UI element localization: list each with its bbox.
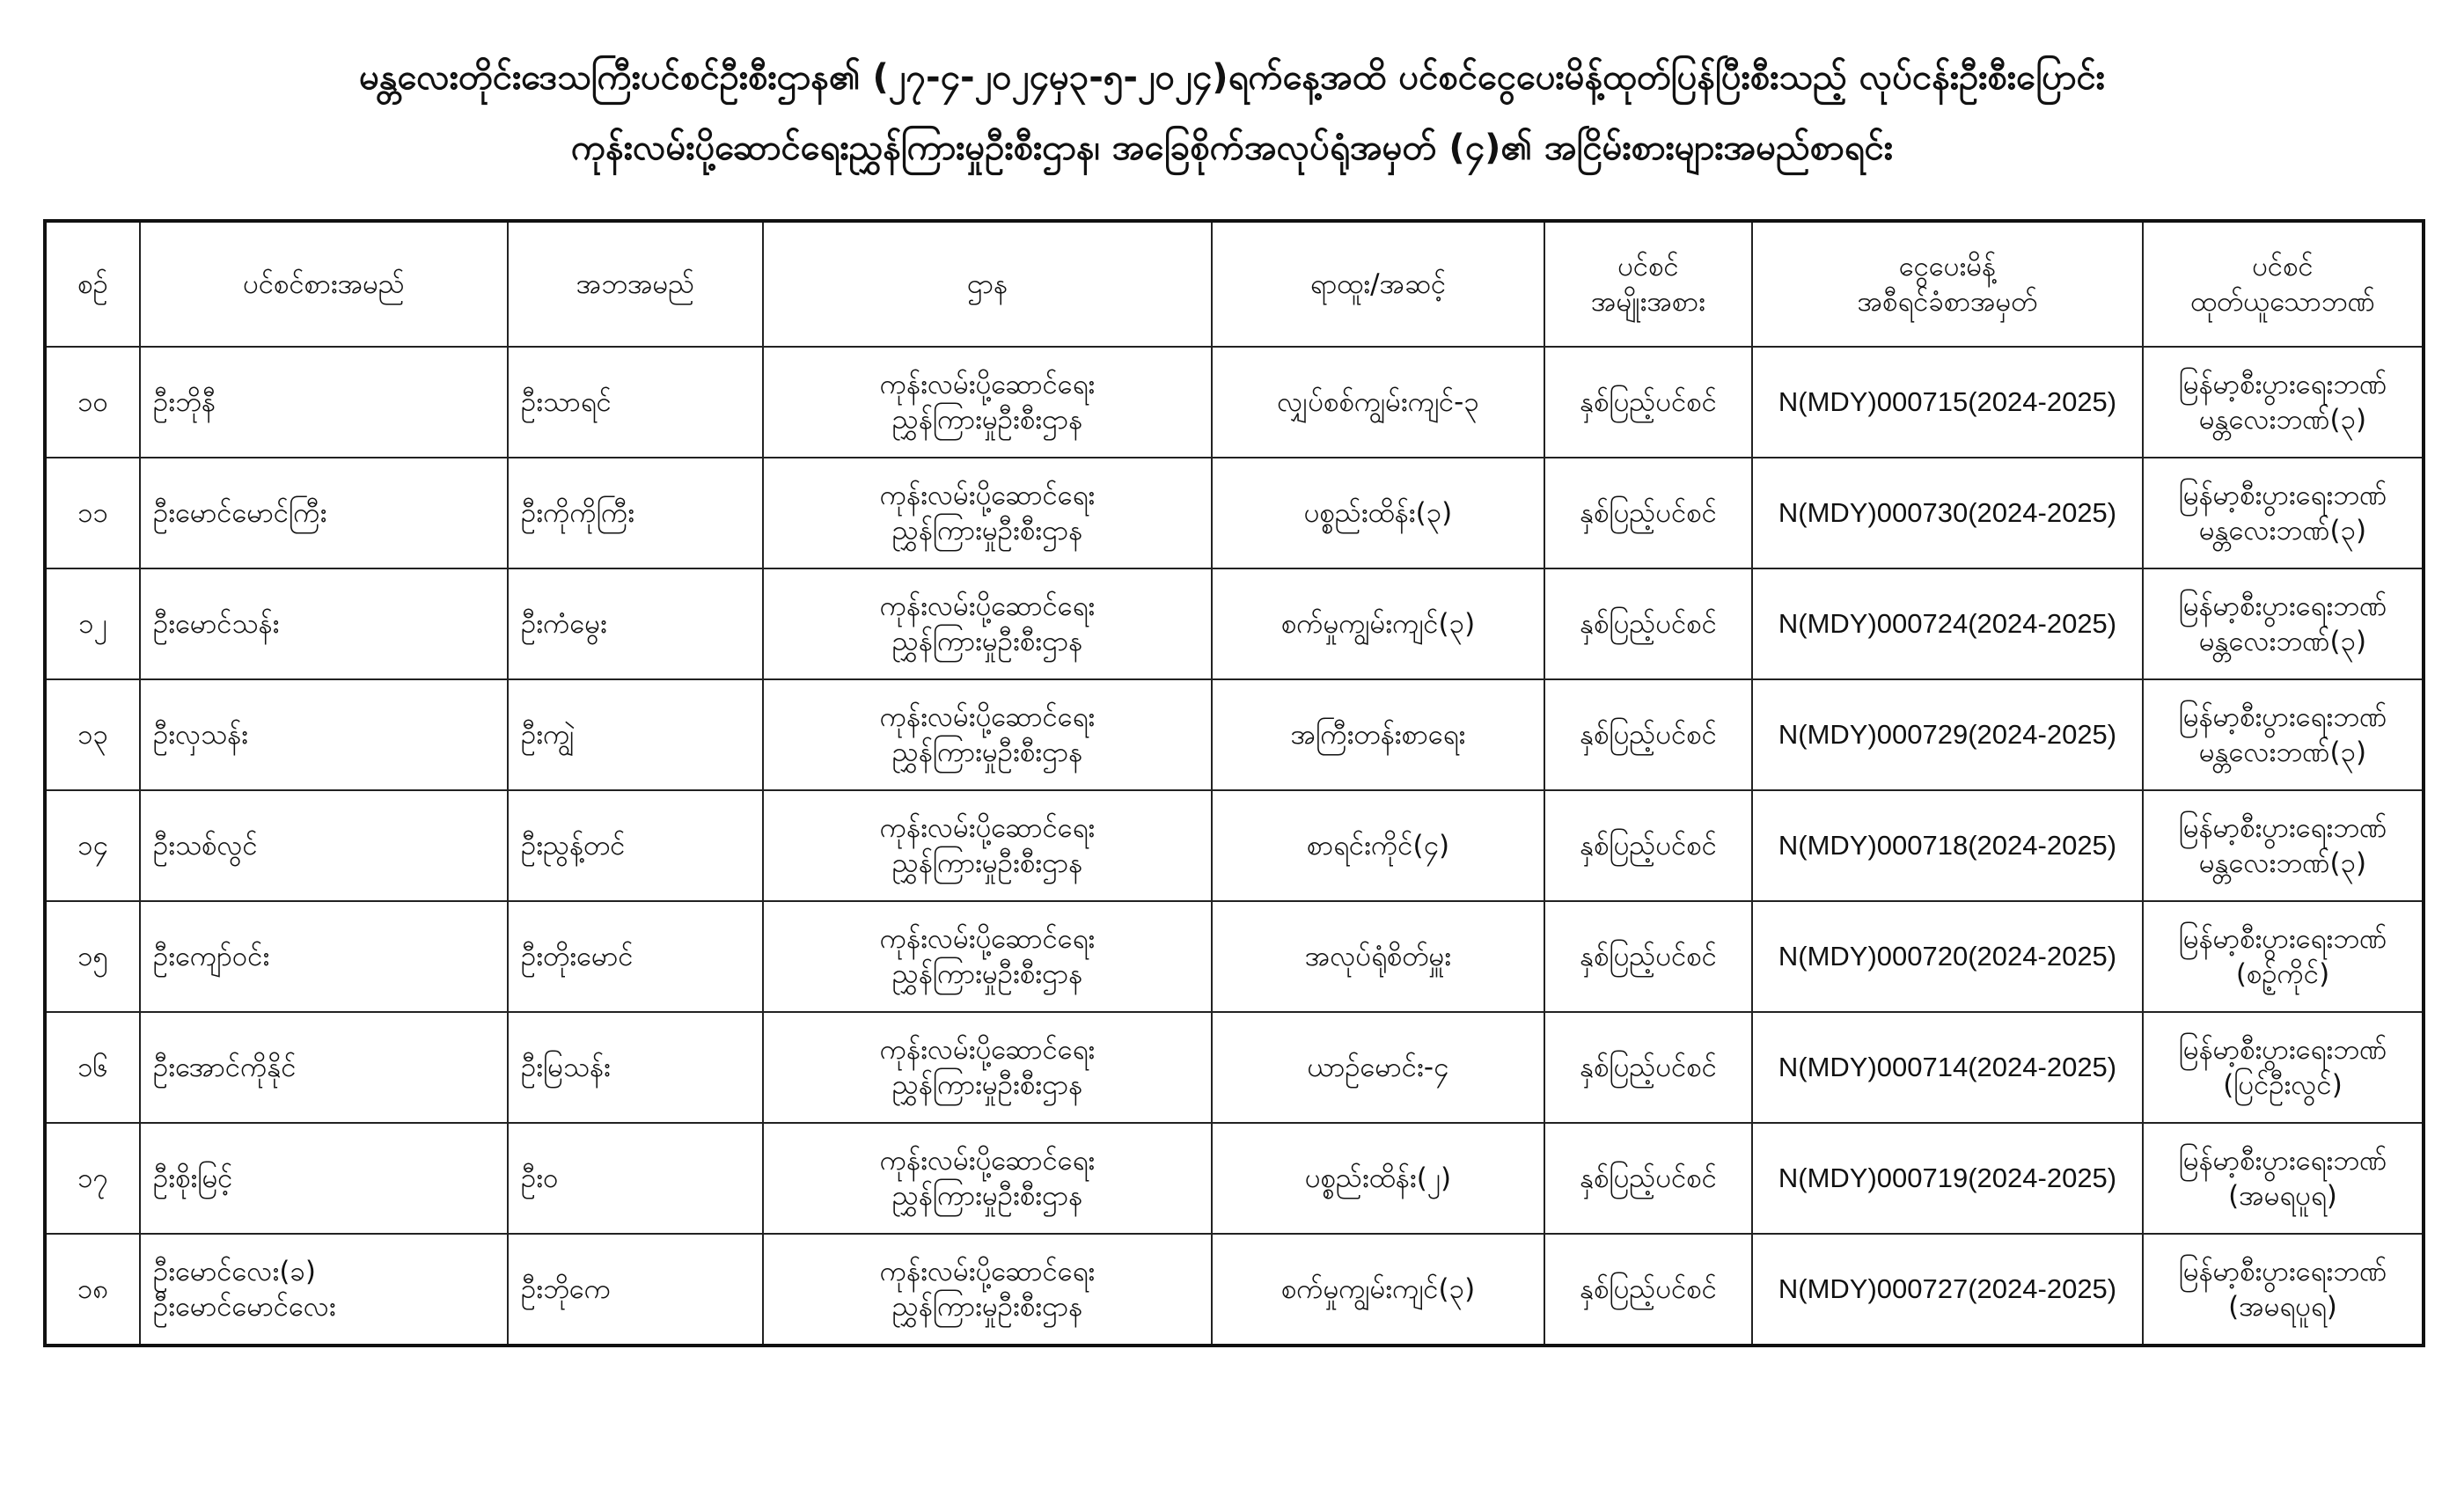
department-line: ကုန်းလမ်းပို့ဆောင်ရေး — [879, 701, 1096, 733]
bank-branch: (အမရပူရ) — [2228, 1180, 2337, 1212]
father-name: ဦးဘိုကေ — [521, 1273, 612, 1305]
department-line: ကုန်းလမ်းပို့ဆောင်ရေး — [879, 812, 1096, 844]
cell-pension-type — [1544, 1234, 1752, 1346]
cell-pensioner-name — [140, 1234, 508, 1346]
department-line: ညွှန်ကြားမှုဦးစီးဌာန — [891, 1291, 1083, 1323]
rank-title: အကြီးတန်းစာရေး — [1290, 719, 1466, 751]
bank-name: မြန်မာ့စီးပွားရေးဘဏ် — [2178, 590, 2387, 622]
page-subtitle: ကုန်းလမ်းပို့ဆောင်ရေးညွှန်ကြားမှုဦးစီးဌာန၊ အခြေစိုက်အလုပ်ရုံအမှတ် (၄)၏ အငြိမ်းစားများအမည်စာရင်း — [570, 128, 1894, 168]
department-line: ကုန်းလမ်းပို့ဆောင်ရေး — [879, 480, 1096, 511]
cell-rank — [1212, 679, 1544, 790]
column-header-serial: စဉ် — [45, 221, 140, 347]
cell-rank — [1212, 790, 1544, 901]
table-row — [45, 1012, 2424, 1123]
pensioner-name: ဦးလှသန်း — [153, 719, 249, 751]
cell-pensioner-name — [140, 901, 508, 1012]
pensioner-table — [43, 219, 2425, 1347]
serial-number: ၁၆ — [77, 1052, 108, 1083]
pension-type: နှစ်ပြည့်ပင်စင် — [1580, 497, 1717, 529]
department-line: ညွှန်ကြားမှုဦးစီးဌာန — [891, 958, 1083, 990]
cell-father-name — [508, 1234, 763, 1346]
department-line: ကုန်းလမ်းပို့ဆောင်ရေး — [879, 1256, 1096, 1287]
cell-serial — [45, 679, 140, 790]
table-body — [45, 347, 2424, 1346]
cell-serial — [45, 901, 140, 1012]
department-line: ကုန်းလမ်းပို့ဆောင်ရေး — [879, 590, 1096, 622]
cell-serial — [45, 347, 140, 458]
bank-name: မြန်မာ့စီးပွားရေးဘဏ် — [2178, 480, 2387, 511]
cell-serial — [45, 790, 140, 901]
cell-rank — [1212, 347, 1544, 458]
department-line: ကုန်းလမ်းပို့ဆောင်ရေး — [879, 369, 1096, 400]
department-line: ကုန်းလမ်းပို့ဆောင်ရေး — [879, 1145, 1096, 1177]
payment-order-number: N(MDY)000715(2024-2025) — [1778, 386, 2117, 417]
table-row — [45, 1123, 2424, 1234]
rank-title: လျှပ်စစ်ကျွမ်းကျင်-၃ — [1277, 386, 1479, 418]
column-header-bank: ပင်စင် ထုတ်ယူသောဘဏ် — [2143, 221, 2424, 347]
cell-bank — [2143, 1123, 2424, 1234]
cell-pensioner-name — [140, 679, 508, 790]
father-name: ဦးတိုးမောင် — [521, 941, 634, 972]
table-row — [45, 458, 2424, 568]
cell-payment-order — [1752, 1234, 2143, 1346]
cell-father-name — [508, 1012, 763, 1123]
pensioner-name: ဦးစိုးမြင့် — [153, 1162, 233, 1194]
cell-father-name — [508, 790, 763, 901]
payment-order-number: N(MDY)000724(2024-2025) — [1778, 608, 2117, 639]
cell-bank — [2143, 790, 2424, 901]
bank-branch: (စဉ့်ကိုင်) — [2235, 958, 2330, 990]
cell-serial — [45, 1012, 140, 1123]
column-header-father-name: အဘအမည် — [508, 221, 763, 347]
pension-type: နှစ်ပြည့်ပင်စင် — [1580, 608, 1717, 640]
cell-pensioner-name — [140, 458, 508, 568]
cell-rank — [1212, 458, 1544, 568]
pension-type: နှစ်ပြည့်ပင်စင် — [1580, 1273, 1717, 1305]
department-line: ညွှန်ကြားမှုဦးစီးဌာန — [891, 515, 1083, 546]
cell-serial — [45, 568, 140, 679]
cell-payment-order — [1752, 901, 2143, 1012]
cell-rank — [1212, 901, 1544, 1012]
rank-title: ယာဉ်မောင်း-၄ — [1307, 1052, 1449, 1083]
cell-pensioner-name — [140, 347, 508, 458]
pensioner-name: ဦးကျော်ဝင်း — [153, 941, 270, 972]
father-name: ဦးမြသန်း — [521, 1052, 611, 1083]
cell-father-name — [508, 347, 763, 458]
cell-rank — [1212, 1234, 1544, 1346]
table-row — [45, 347, 2424, 458]
rank-title: စက်မှုကျွမ်းကျင်(၃) — [1280, 608, 1476, 640]
serial-number: ၁၅ — [77, 941, 108, 972]
column-header-department: ဌာန — [763, 221, 1212, 347]
page-title: မန္တလေးတိုင်းဒေသကြီးပင်စင်ဦးစီးဌာန၏ (၂၇-၄-၂၀၂၄မှ၃-၅-၂၀၂၄)ရက်နေ့အထိ ပင်စင်ငွေပေးမိန့်ထုတ်ပြန်ပြီးစီးသည့် လုပ်ငန်းဦးစီးပြောင်း — [359, 57, 2105, 98]
cell-pension-type — [1544, 679, 1752, 790]
father-name: ဦးဝ — [521, 1162, 559, 1194]
bank-branch: မန္တလေးဘဏ်(၃) — [2198, 404, 2367, 436]
cell-payment-order — [1752, 790, 2143, 901]
table-row — [45, 1234, 2424, 1346]
cell-payment-order — [1752, 1123, 2143, 1234]
cell-father-name — [508, 458, 763, 568]
cell-serial — [45, 1234, 140, 1346]
bank-name: မြန်မာ့စီးပွားရေးဘဏ် — [2178, 923, 2387, 955]
cell-payment-order — [1752, 347, 2143, 458]
rank-title: ပစ္စည်းထိန်း(၂) — [1304, 1162, 1452, 1194]
cell-pension-type — [1544, 458, 1752, 568]
pensioner-name: ဦးမောင်သန်း — [153, 608, 280, 640]
table-header-row — [45, 221, 2424, 347]
pension-type: နှစ်ပြည့်ပင်စင် — [1580, 830, 1717, 862]
cell-pensioner-name — [140, 1012, 508, 1123]
pension-type: နှစ်ပြည့်ပင်စင် — [1580, 1052, 1717, 1083]
pensioner-name: ဦးမောင်မောင်ကြီး — [153, 497, 327, 529]
cell-payment-order — [1752, 568, 2143, 679]
payment-order-number: N(MDY)000727(2024-2025) — [1778, 1273, 2117, 1304]
serial-number: ၁၁ — [77, 497, 108, 529]
father-name: ဦးသာရင် — [521, 386, 612, 418]
payment-order-number: N(MDY)000729(2024-2025) — [1778, 719, 2117, 750]
payment-order-number: N(MDY)000718(2024-2025) — [1778, 830, 2117, 861]
bank-name: မြန်မာ့စီးပွားရေးဘဏ် — [2178, 812, 2387, 844]
father-name: ဦးကျွဲ — [521, 719, 575, 751]
cell-payment-order — [1752, 1012, 2143, 1123]
serial-number: ၁၇ — [77, 1162, 108, 1194]
pensioner-name: ဦးမောင်လေး(ခ) — [153, 1256, 316, 1287]
department-line: ကုန်းလမ်းပို့ဆောင်ရေး — [879, 1034, 1096, 1066]
bank-name: မြန်မာ့စီးပွားရေးဘဏ် — [2178, 369, 2387, 400]
department-line: ညွှန်ကြားမှုဦးစီးဌာန — [891, 404, 1083, 436]
department-line: ညွှန်ကြားမှုဦးစီးဌာန — [891, 847, 1083, 879]
column-header-pensioner-name: ပင်စင်စားအမည် — [140, 221, 508, 347]
cell-pension-type — [1544, 1123, 1752, 1234]
table-row — [45, 679, 2424, 790]
cell-serial — [45, 458, 140, 568]
rank-title: စက်မှုကျွမ်းကျင်(၃) — [1280, 1273, 1476, 1305]
cell-father-name — [508, 901, 763, 1012]
cell-department — [763, 347, 1212, 458]
cell-bank — [2143, 347, 2424, 458]
rank-title: ပစ္စည်းထိန်း(၃) — [1303, 497, 1453, 529]
column-header-payment-order: ငွေပေးမိန့် အစီရင်ခံစာအမှတ် — [1752, 221, 2143, 347]
cell-department — [763, 1234, 1212, 1346]
pension-type: နှစ်ပြည့်ပင်စင် — [1580, 941, 1717, 972]
cell-father-name — [508, 568, 763, 679]
bank-branch: (ပြင်ဦးလွင်) — [2223, 1069, 2343, 1101]
rank-title: အလုပ်ရုံစိတ်မှူး — [1304, 941, 1452, 972]
serial-number: ၁၂ — [78, 608, 107, 640]
document-header — [0, 42, 2464, 183]
department-line: ကုန်းလမ်းပို့ဆောင်ရေး — [879, 923, 1096, 955]
cell-bank — [2143, 1234, 2424, 1346]
pensioner-name: ဦးဘိုနီ — [153, 386, 216, 418]
bank-branch: မန္တလေးဘဏ်(၃) — [2198, 847, 2367, 879]
department-line: ညွှန်ကြားမှုဦးစီးဌာန — [891, 1069, 1083, 1101]
father-name: ဦးကိုကိုကြီး — [521, 497, 635, 529]
father-name: ဦးညွန့်တင် — [521, 830, 626, 862]
department-line: ညွှန်ကြားမှုဦးစီးဌာန — [891, 1180, 1083, 1212]
cell-pensioner-name — [140, 790, 508, 901]
cell-pension-type — [1544, 347, 1752, 458]
bank-branch: မန္တလေးဘဏ်(၃) — [2198, 626, 2367, 657]
cell-payment-order — [1752, 458, 2143, 568]
bank-branch: မန္တလေးဘဏ်(၃) — [2198, 737, 2367, 768]
serial-number: ၁၈ — [77, 1273, 109, 1305]
cell-bank — [2143, 901, 2424, 1012]
serial-number: ၁၄ — [77, 830, 108, 862]
column-header-pension-type: ပင်စင် အမျိုးအစား — [1544, 221, 1752, 347]
table-row — [45, 790, 2424, 901]
payment-order-number: N(MDY)000730(2024-2025) — [1778, 497, 2117, 528]
cell-rank — [1212, 1012, 1544, 1123]
cell-department — [763, 1123, 1212, 1234]
serial-number: ၁၃ — [77, 719, 108, 751]
cell-bank — [2143, 1012, 2424, 1123]
column-header-rank: ရာထူး/အဆင့် — [1212, 221, 1544, 347]
table-row — [45, 901, 2424, 1012]
cell-bank — [2143, 568, 2424, 679]
bank-name: မြန်မာ့စီးပွားရေးဘဏ် — [2178, 1034, 2387, 1066]
pensioner-name: ဦးအောင်ကိုနိုင် — [153, 1052, 297, 1083]
cell-department — [763, 790, 1212, 901]
serial-number: ၁၀ — [77, 386, 108, 418]
cell-father-name — [508, 679, 763, 790]
pension-type: နှစ်ပြည့်ပင်စင် — [1580, 1162, 1717, 1194]
cell-pension-type — [1544, 790, 1752, 901]
pension-type: နှစ်ပြည့်ပင်စင် — [1580, 386, 1717, 418]
pensioner-alias: ဦးမောင်မောင်လေး — [153, 1291, 336, 1323]
bank-name: မြန်မာ့စီးပွားရေးဘဏ် — [2178, 701, 2387, 733]
cell-pension-type — [1544, 568, 1752, 679]
cell-department — [763, 568, 1212, 679]
cell-payment-order — [1752, 679, 2143, 790]
department-line: ညွှန်ကြားမှုဦးစီးဌာန — [891, 626, 1083, 657]
bank-name: မြန်မာ့စီးပွားရေးဘဏ် — [2178, 1256, 2387, 1287]
cell-pension-type — [1544, 1012, 1752, 1123]
cell-department — [763, 1012, 1212, 1123]
rank-title: စာရင်းကိုင်(၄) — [1306, 830, 1450, 862]
cell-father-name — [508, 1123, 763, 1234]
cell-serial — [45, 1123, 140, 1234]
cell-pensioner-name — [140, 568, 508, 679]
payment-order-number: N(MDY)000714(2024-2025) — [1778, 1052, 2117, 1082]
cell-rank — [1212, 568, 1544, 679]
cell-bank — [2143, 458, 2424, 568]
pensioner-name: ဦးသစ်လွင် — [153, 830, 258, 862]
bank-name: မြန်မာ့စီးပွားရေးဘဏ် — [2178, 1145, 2387, 1177]
cell-department — [763, 458, 1212, 568]
cell-rank — [1212, 1123, 1544, 1234]
table-row — [45, 568, 2424, 679]
bank-branch: မန္တလေးဘဏ်(၃) — [2198, 515, 2367, 546]
department-line: ညွှန်ကြားမှုဦးစီးဌာန — [891, 737, 1083, 768]
cell-department — [763, 679, 1212, 790]
bank-branch: (အမရပူရ) — [2228, 1291, 2337, 1323]
cell-department — [763, 901, 1212, 1012]
payment-order-number: N(MDY)000719(2024-2025) — [1778, 1162, 2117, 1193]
cell-pension-type — [1544, 901, 1752, 1012]
payment-order-number: N(MDY)000720(2024-2025) — [1778, 941, 2117, 972]
cell-bank — [2143, 679, 2424, 790]
father-name: ဦးကံမွေး — [521, 608, 607, 640]
pension-type: နှစ်ပြည့်ပင်စင် — [1580, 719, 1717, 751]
cell-pensioner-name — [140, 1123, 508, 1234]
